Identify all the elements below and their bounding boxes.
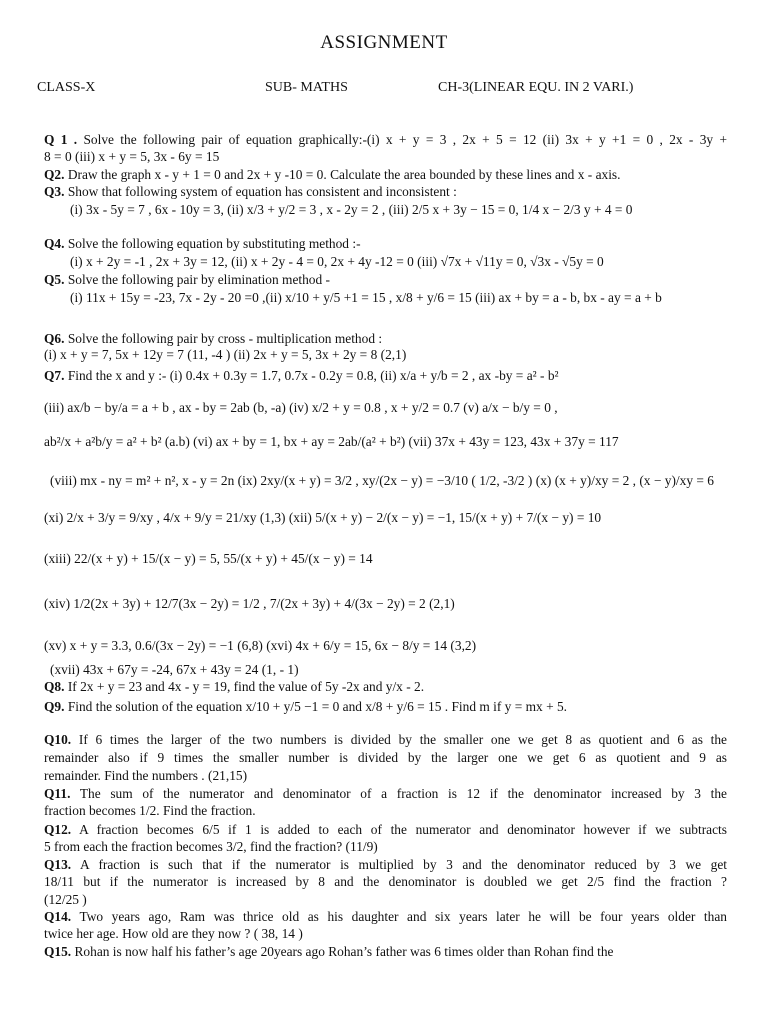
- question-text: Find the x and y :- (i) 0.4x + 0.3y = 1.7, 0.7x - 0.2y = 0.8, (ii) x/a + y/b = 2 , ax -by = a² - b²: [64, 368, 559, 383]
- question-line: [44, 433, 619, 450]
- question-text: remainder also if 9 times the smaller number is divided by the larger one we get 6 as quotient and 9 as: [44, 750, 727, 765]
- question-text: (i) x + y = 7, 5x + 12y = 7 (11, -4 ) (ii) 2x + y = 5, 3x + 2y = 8 (2,1): [44, 347, 407, 362]
- question-line: [44, 908, 727, 925]
- question-text: (i) 11x + 15y = -23, 7x - 2y - 20 =0 ,(ii) x/10 + y/5 +1 = 15 , x/8 + y/6 = 15 (iii) ax + by = a - b, bx - ay = a + b: [70, 290, 662, 305]
- question-text: (i) x + 2y = -1 , 2x + 3y = 12, (ii) x + 2y - 4 = 0, 2x + 4y -12 = 0 (iii) √7x + √11y = 0, √3x - √5y = 0: [70, 254, 604, 269]
- question-text: A fraction becomes 6/5 if 1 is added to each of the numerator and denominator however if we subtracts: [71, 822, 727, 837]
- subject-label: SUB- MATHS: [265, 80, 348, 95]
- question-line: [44, 367, 559, 384]
- question-text: Two years ago, Ram was thrice old as his daughter and six years later he will be four years older than: [71, 909, 727, 924]
- question-line: [44, 235, 361, 252]
- question-text: 8 = 0 (iii) x + y = 5, 3x - 6y = 15: [44, 149, 220, 164]
- question-line: [44, 698, 567, 715]
- question-number: Q12.: [44, 822, 72, 837]
- question-line: [44, 749, 727, 766]
- question-line: [44, 148, 219, 165]
- question-text: A fraction is such that if the numerator is multiplied by 3 and the denominator reduced by 3 we get: [71, 857, 727, 872]
- question-text: (viii) mx - ny = m² + n², x - y = 2n (ix) 2xy/(x + y) = 3/2 , xy/(2x − y) = −3/10 ( 1/2, -3/2 ) (x) (x + y)/xy = 2 , (x − y)/xy = 6: [50, 473, 714, 488]
- question-text: Solve the following pair by cross - multiplication method :: [64, 331, 383, 346]
- question-text: If 6 times the larger of the two numbers is divided by the smaller one we get 8 as quotient and 6 as the: [71, 732, 727, 747]
- page-title: ASSIGNMENT: [320, 32, 448, 53]
- question-text: Rohan is now half his father’s age 20years ago Rohan’s father was 6 times older than Rohan find the: [71, 944, 614, 959]
- question-line: [44, 166, 620, 183]
- question-text: (xiv) 1/2(2x + 3y) + 12/7(3x − 2y) = 1/2 , 7/(2x + 3y) + 4/(3x − 2y) = 2 (2,1): [44, 596, 455, 611]
- question-line: [44, 183, 457, 200]
- question-text: 5 from each the fraction becomes 3/2, find the fraction? (11/9): [44, 839, 378, 854]
- question-number: Q 1 .: [44, 132, 78, 147]
- question-line: [44, 838, 378, 855]
- question-text: (xi) 2/x + 3/y = 9/xy , 4/x + 9/y = 21/xy (1,3) (xii) 5/(x + y) − 2/(x − y) = −1, 15/(x + y) + 7/(x − y) = 10: [44, 510, 602, 525]
- question-line: [44, 330, 382, 347]
- question-text: Draw the graph x - y + 1 = 0 and 2x + y -10 = 0. Calculate the area bounded by these lines and x - axis.: [64, 167, 621, 182]
- question-number: Q8.: [44, 679, 65, 694]
- question-text: (i) 3x - 5y = 7 , 6x - 10y = 3, (ii) x/3 + y/2 = 3 , x - 2y = 2 , (iii) 2/5 x + 3y − 15 = 0, 1/4 x − 2/3 y + 4 = 0: [70, 202, 633, 217]
- question-number: Q13.: [44, 857, 72, 872]
- question-text: (xv) x + y = 3.3, 0.6/(3x − 2y) = −1 (6,8) (xvi) 4x + 6/y = 15, 6x − 8/y = 14 (3,2): [44, 638, 477, 653]
- question-text: (iii) ax/b − by/a = a + b , ax - by = 2ab (b, -a) (iv) x/2 + y = 0.8 , x + y/2 = 0.7 (v) a/x − b/y = 0 ,: [44, 400, 558, 415]
- question-text: The sum of the numerator and denominator of a fraction is 12 if the denominator increased by 3 the: [70, 786, 727, 801]
- question-text: 18/11 but if the numerator is increased by 8 and the denominator is doubled we get 2/5 find the fraction ?: [44, 874, 727, 889]
- class-label: CLASS-X: [37, 80, 96, 95]
- question-text: (12/25 ): [44, 892, 87, 907]
- question-line: [44, 399, 558, 416]
- question-line: [44, 767, 247, 784]
- question-text: twice her age. How old are they now ? ( 38, 14 ): [44, 926, 303, 941]
- question-number: Q6.: [44, 331, 65, 346]
- question-line: [44, 731, 727, 748]
- question-number: Q4.: [44, 236, 65, 251]
- question-number: Q7.: [44, 368, 65, 383]
- question-line: [44, 346, 406, 363]
- question-text: If 2x + y = 23 and 4x - y = 19, find the value of 5y -2x and y/x - 2.: [64, 679, 425, 694]
- question-text: fraction becomes 1/2. Find the fraction.: [44, 803, 256, 818]
- question-line: [44, 856, 727, 873]
- question-text: Solve the following pair of equation graphically:-(i) x + y = 3 , 2x + 5 = 12 (ii) 3x + y +1 = 0 , 2x - 3y +: [77, 132, 728, 147]
- question-line: [50, 472, 714, 489]
- question-text: (xvii) 43x + 67y = -24, 67x + 43y = 24 (1, - 1): [50, 662, 299, 677]
- question-number: Q2.: [44, 167, 65, 182]
- question-number: Q10.: [44, 732, 72, 747]
- chapter-label: CH-3(LINEAR EQU. IN 2 VARI.): [438, 80, 634, 95]
- question-line: [44, 873, 727, 890]
- question-text: ab²/x + a²b/y = a² + b² (a.b) (vi) ax + by = 1, bx + ay = 2ab/(a² + b²) (vii) 37x + 43y = 123, 43x + 37y = 117: [44, 434, 619, 449]
- question-line: [44, 891, 87, 908]
- question-number: Q9.: [44, 699, 65, 714]
- question-text: remainder. Find the numbers . (21,15): [44, 768, 248, 783]
- question-number: Q15.: [44, 944, 72, 959]
- question-line: [44, 925, 303, 942]
- question-line: [44, 131, 727, 148]
- question-text: (xiii) 22/(x + y) + 15/(x − y) = 5, 55/(x + y) + 45/(x − y) = 14: [44, 551, 373, 566]
- question-line: [44, 637, 476, 654]
- question-line: [44, 802, 256, 819]
- question-line: [44, 785, 727, 802]
- question-line: [44, 550, 373, 567]
- question-line: [70, 289, 662, 306]
- question-number: Q3.: [44, 184, 65, 199]
- question-line: [44, 271, 330, 288]
- question-line: [44, 678, 424, 695]
- question-line: [44, 821, 727, 838]
- question-number: Q11.: [44, 786, 71, 801]
- question-line: [70, 253, 604, 270]
- question-line: [70, 201, 633, 218]
- question-text: Show that following system of equation has consistent and inconsistent :: [64, 184, 457, 199]
- question-number: Q14.: [44, 909, 72, 924]
- question-line: [44, 595, 455, 612]
- question-number: Q5.: [44, 272, 65, 287]
- question-text: Solve the following pair by elimination method -: [64, 272, 331, 287]
- question-line: [44, 509, 601, 526]
- question-text: Find the solution of the equation x/10 + y/5 −1 = 0 and x/8 + y/6 = 15 . Find m if y = mx + 5.: [64, 699, 568, 714]
- question-line: [50, 661, 299, 678]
- question-text: Solve the following equation by substituting method :-: [64, 236, 361, 251]
- question-line: [44, 943, 613, 960]
